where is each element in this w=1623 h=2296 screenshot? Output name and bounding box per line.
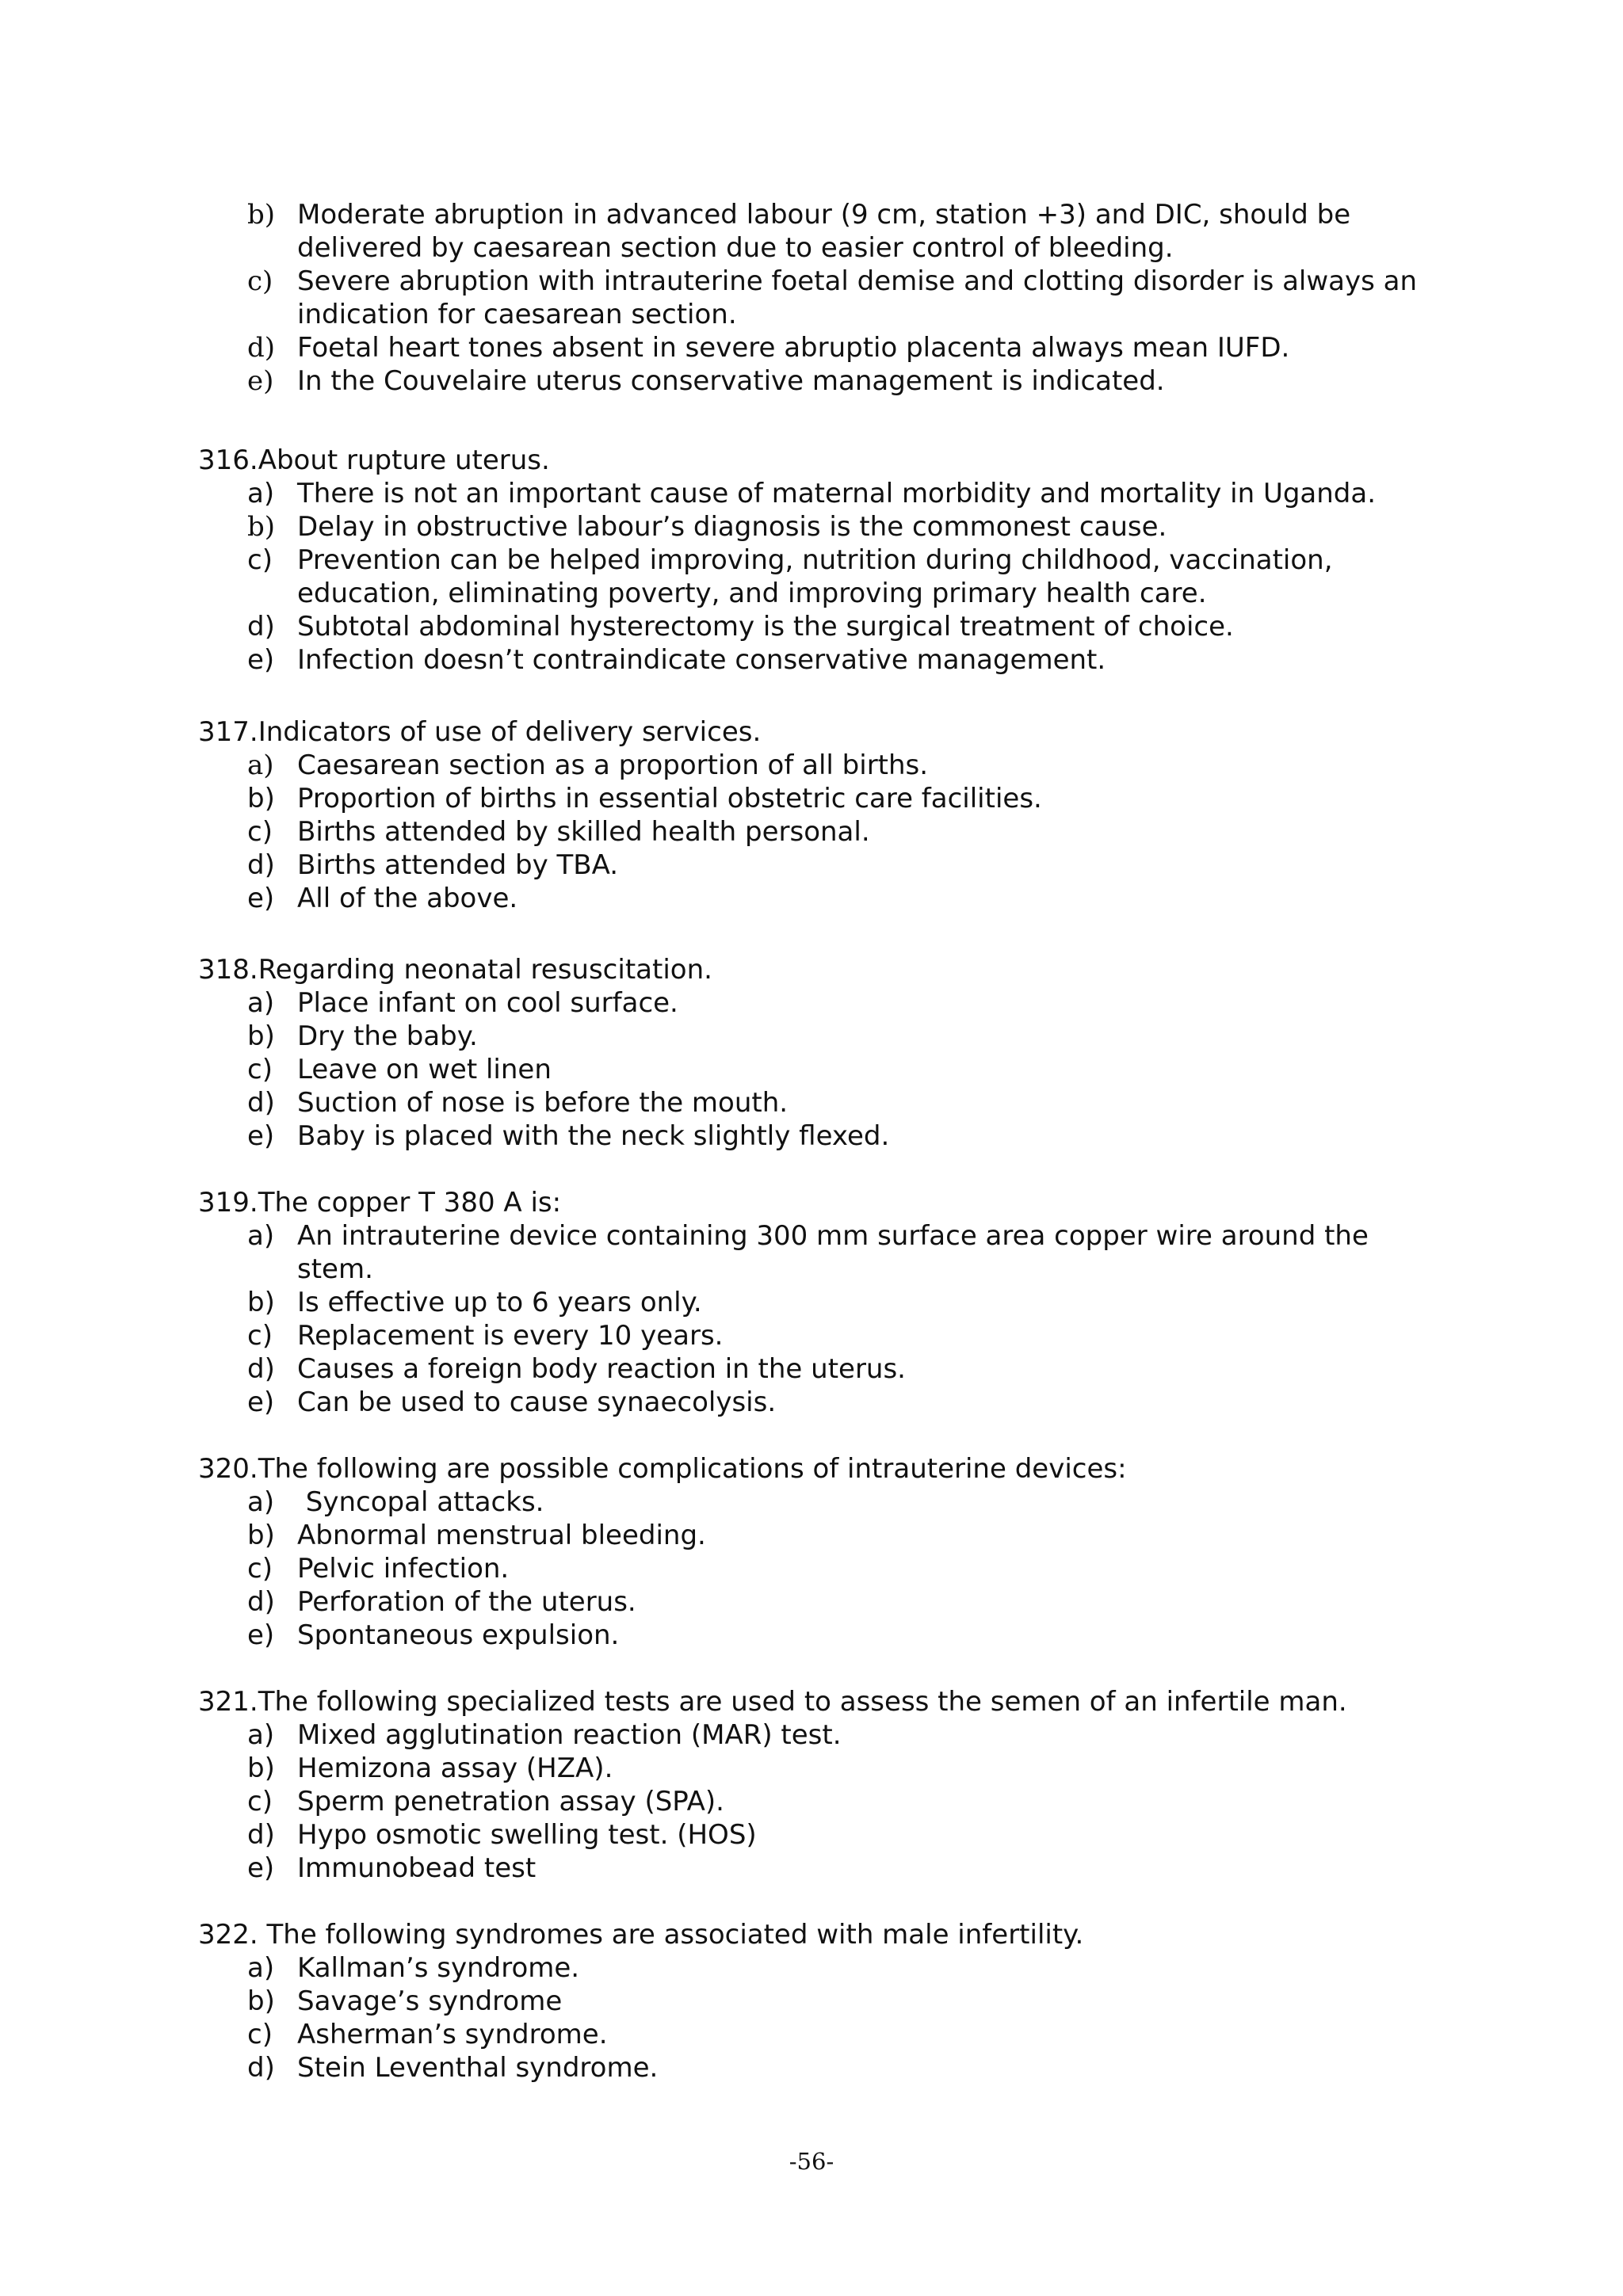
option-320-e xyxy=(198,1619,1434,1652)
option-320-a xyxy=(198,1486,1434,1519)
option-text: Delay in obstructive labour’s diagnosis is the commonest cause. xyxy=(297,511,1167,543)
option-319-e xyxy=(198,1386,1434,1419)
option-322-c xyxy=(198,2018,1434,2051)
option-text: Sperm penetration assay (SPA). xyxy=(297,1786,724,1817)
option-text: Dry the baby. xyxy=(297,1020,478,1052)
option-letter: e) xyxy=(247,1120,275,1152)
option-letter: e) xyxy=(247,365,274,397)
question-319 xyxy=(198,1186,1434,1419)
question-title: 319.The copper T 380 A is: xyxy=(198,1187,562,1219)
option-text: Hypo osmotic swelling test. (HOS) xyxy=(297,1819,757,1851)
option-letter: b) xyxy=(247,1287,275,1318)
option-320-c xyxy=(198,1552,1434,1585)
option-text: Prevention can be helped improving, nutrition during childhood, vaccination, education, eliminating poverty, and improving primary health care. xyxy=(297,544,1333,609)
option-315-d xyxy=(198,331,1434,364)
option-text: All of the above. xyxy=(297,883,518,914)
question-320 xyxy=(198,1452,1434,1652)
option-letter: e) xyxy=(247,1619,275,1651)
option-319-c xyxy=(198,1319,1434,1352)
option-letter: b) xyxy=(247,511,276,543)
option-letter: d) xyxy=(247,849,275,881)
option-316-d xyxy=(198,610,1434,643)
option-321-c xyxy=(198,1785,1434,1818)
option-315-b xyxy=(198,198,1434,265)
option-text: Place infant on cool surface. xyxy=(297,987,678,1019)
question-title: 316.About rupture uterus. xyxy=(198,444,550,476)
option-letter: b) xyxy=(247,1520,275,1551)
option-318-c xyxy=(198,1053,1434,1086)
option-text: Mixed agglutination reaction (MAR) test. xyxy=(297,1719,842,1751)
option-318-a xyxy=(198,986,1434,1020)
option-text: Asherman’s syndrome. xyxy=(297,2019,608,2050)
option-text: Subtotal abdominal hysterectomy is the surgical treatment of choice. xyxy=(297,611,1234,643)
question-317 xyxy=(198,715,1434,915)
option-319-d xyxy=(198,1352,1434,1386)
option-text: Syncopal attacks. xyxy=(297,1486,544,1518)
question-title: 318.Regarding neonatal resuscitation. xyxy=(198,954,712,986)
option-text: Is effective up to 6 years only. xyxy=(297,1287,702,1318)
option-text: Births attended by skilled health personal. xyxy=(297,816,870,848)
option-letter: d) xyxy=(247,1087,275,1119)
option-317-e xyxy=(198,882,1434,915)
option-letter: b) xyxy=(247,199,276,231)
option-text: An intrauterine device containing 300 mm surface area copper wire around the stem. xyxy=(297,1220,1369,1285)
option-text: Severe abruption with intrauterine foetal demise and clotting disorder is always an indication for caesarean section. xyxy=(297,265,1418,330)
option-321-d xyxy=(198,1818,1434,1852)
question-title: 320.The following are possible complications of intrauterine devices: xyxy=(198,1453,1127,1485)
option-321-e xyxy=(198,1852,1434,1885)
question-title: 322. The following syndromes are associated with male infertility. xyxy=(198,1919,1084,1951)
option-317-a xyxy=(198,749,1434,782)
option-text: Spontaneous expulsion. xyxy=(297,1619,620,1651)
option-text: Savage’s syndrome xyxy=(297,1985,563,2017)
option-text: Infection doesn’t contraindicate conservative management. xyxy=(297,644,1106,676)
option-letter: a) xyxy=(247,1486,275,1518)
option-text: Kallman’s syndrome. xyxy=(297,1952,580,1984)
option-321-a xyxy=(198,1718,1434,1752)
option-letter: c) xyxy=(247,544,273,576)
page-number: -56- xyxy=(789,2148,834,2175)
option-letter: d) xyxy=(247,1819,275,1851)
option-letter: d) xyxy=(247,1586,275,1618)
option-316-c xyxy=(198,543,1434,610)
option-letter: d) xyxy=(247,611,275,643)
option-text: Baby is placed with the neck slightly flexed. xyxy=(297,1120,890,1152)
option-315-c xyxy=(198,265,1434,331)
option-319-b xyxy=(198,1286,1434,1319)
option-letter: c) xyxy=(247,1054,273,1085)
option-text: Pelvic infection. xyxy=(297,1553,510,1585)
option-316-e xyxy=(198,643,1434,677)
option-letter: c) xyxy=(247,1786,273,1817)
option-letter: e) xyxy=(247,1386,275,1418)
option-text: Causes a foreign body reaction in the uterus. xyxy=(297,1353,906,1385)
option-317-c xyxy=(198,815,1434,849)
option-letter: c) xyxy=(247,2019,273,2050)
option-320-d xyxy=(198,1585,1434,1619)
option-text: Moderate abruption in advanced labour (9 cm, station +3) and DIC, should be delivered by caesarean section due to easier control of bleeding. xyxy=(297,199,1351,264)
option-322-b xyxy=(198,1985,1434,2018)
option-318-d xyxy=(198,1086,1434,1119)
option-letter: a) xyxy=(247,1220,275,1252)
option-letter: a) xyxy=(247,987,275,1019)
question-title: 321.The following specialized tests are used to assess the semen of an infertile man. xyxy=(198,1686,1347,1718)
option-letter: c) xyxy=(247,1553,273,1585)
option-text: Replacement is every 10 years. xyxy=(297,1320,724,1352)
question-315-continuation xyxy=(198,198,1434,398)
option-316-b xyxy=(198,510,1434,543)
option-text: Stein Leventhal syndrome. xyxy=(297,2052,659,2084)
option-letter: b) xyxy=(247,1753,275,1784)
option-319-a xyxy=(198,1219,1434,1286)
question-322 xyxy=(198,1918,1434,2084)
option-letter: a) xyxy=(247,1952,275,1984)
option-317-d xyxy=(198,849,1434,882)
option-text: Abnormal menstrual bleeding. xyxy=(297,1520,706,1551)
option-letter: d) xyxy=(247,2052,275,2084)
option-letter: a) xyxy=(247,749,274,781)
option-letter: a) xyxy=(247,1719,275,1751)
option-321-b xyxy=(198,1752,1434,1785)
option-text: Proportion of births in essential obstetric care facilities. xyxy=(297,783,1042,814)
option-letter: b) xyxy=(247,783,275,814)
option-text: In the Couvelaire uterus conservative management is indicated. xyxy=(297,365,1165,397)
option-322-a xyxy=(198,1951,1434,1985)
option-text: There is not an important cause of maternal morbidity and mortality in Uganda. xyxy=(297,478,1377,509)
option-letter: b) xyxy=(247,1985,275,2017)
option-letter: d) xyxy=(247,332,276,364)
option-text: Can be used to cause synaecolysis. xyxy=(297,1386,777,1418)
option-text: Suction of nose is before the mouth. xyxy=(297,1087,789,1119)
option-letter: d) xyxy=(247,1353,275,1385)
question-title: 317.Indicators of use of delivery services. xyxy=(198,716,762,748)
question-321 xyxy=(198,1685,1434,1885)
question-316 xyxy=(198,444,1434,677)
question-318 xyxy=(198,953,1434,1153)
option-text: Immunobead test xyxy=(297,1852,537,1884)
option-text: Foetal heart tones absent in severe abruptio placenta always mean IUFD. xyxy=(297,332,1290,364)
option-322-d xyxy=(198,2051,1434,2084)
option-letter: c) xyxy=(247,265,273,297)
option-letter: e) xyxy=(247,644,275,676)
option-text: Caesarean section as a proportion of all births. xyxy=(297,749,929,781)
option-text: Hemizona assay (HZA). xyxy=(297,1753,613,1784)
option-317-b xyxy=(198,782,1434,815)
option-text: Leave on wet linen xyxy=(297,1054,552,1085)
option-320-b xyxy=(198,1519,1434,1552)
option-text: Births attended by TBA. xyxy=(297,849,619,881)
option-letter: b) xyxy=(247,1020,275,1052)
option-318-e xyxy=(198,1119,1434,1153)
option-316-a xyxy=(198,477,1434,510)
option-letter: c) xyxy=(247,1320,273,1352)
option-letter: e) xyxy=(247,883,275,914)
option-315-e xyxy=(198,364,1434,398)
option-letter: e) xyxy=(247,1852,275,1884)
option-letter: c) xyxy=(247,816,273,848)
option-318-b xyxy=(198,1020,1434,1053)
option-letter: a) xyxy=(247,478,275,509)
option-text: Perforation of the uterus. xyxy=(297,1586,636,1618)
